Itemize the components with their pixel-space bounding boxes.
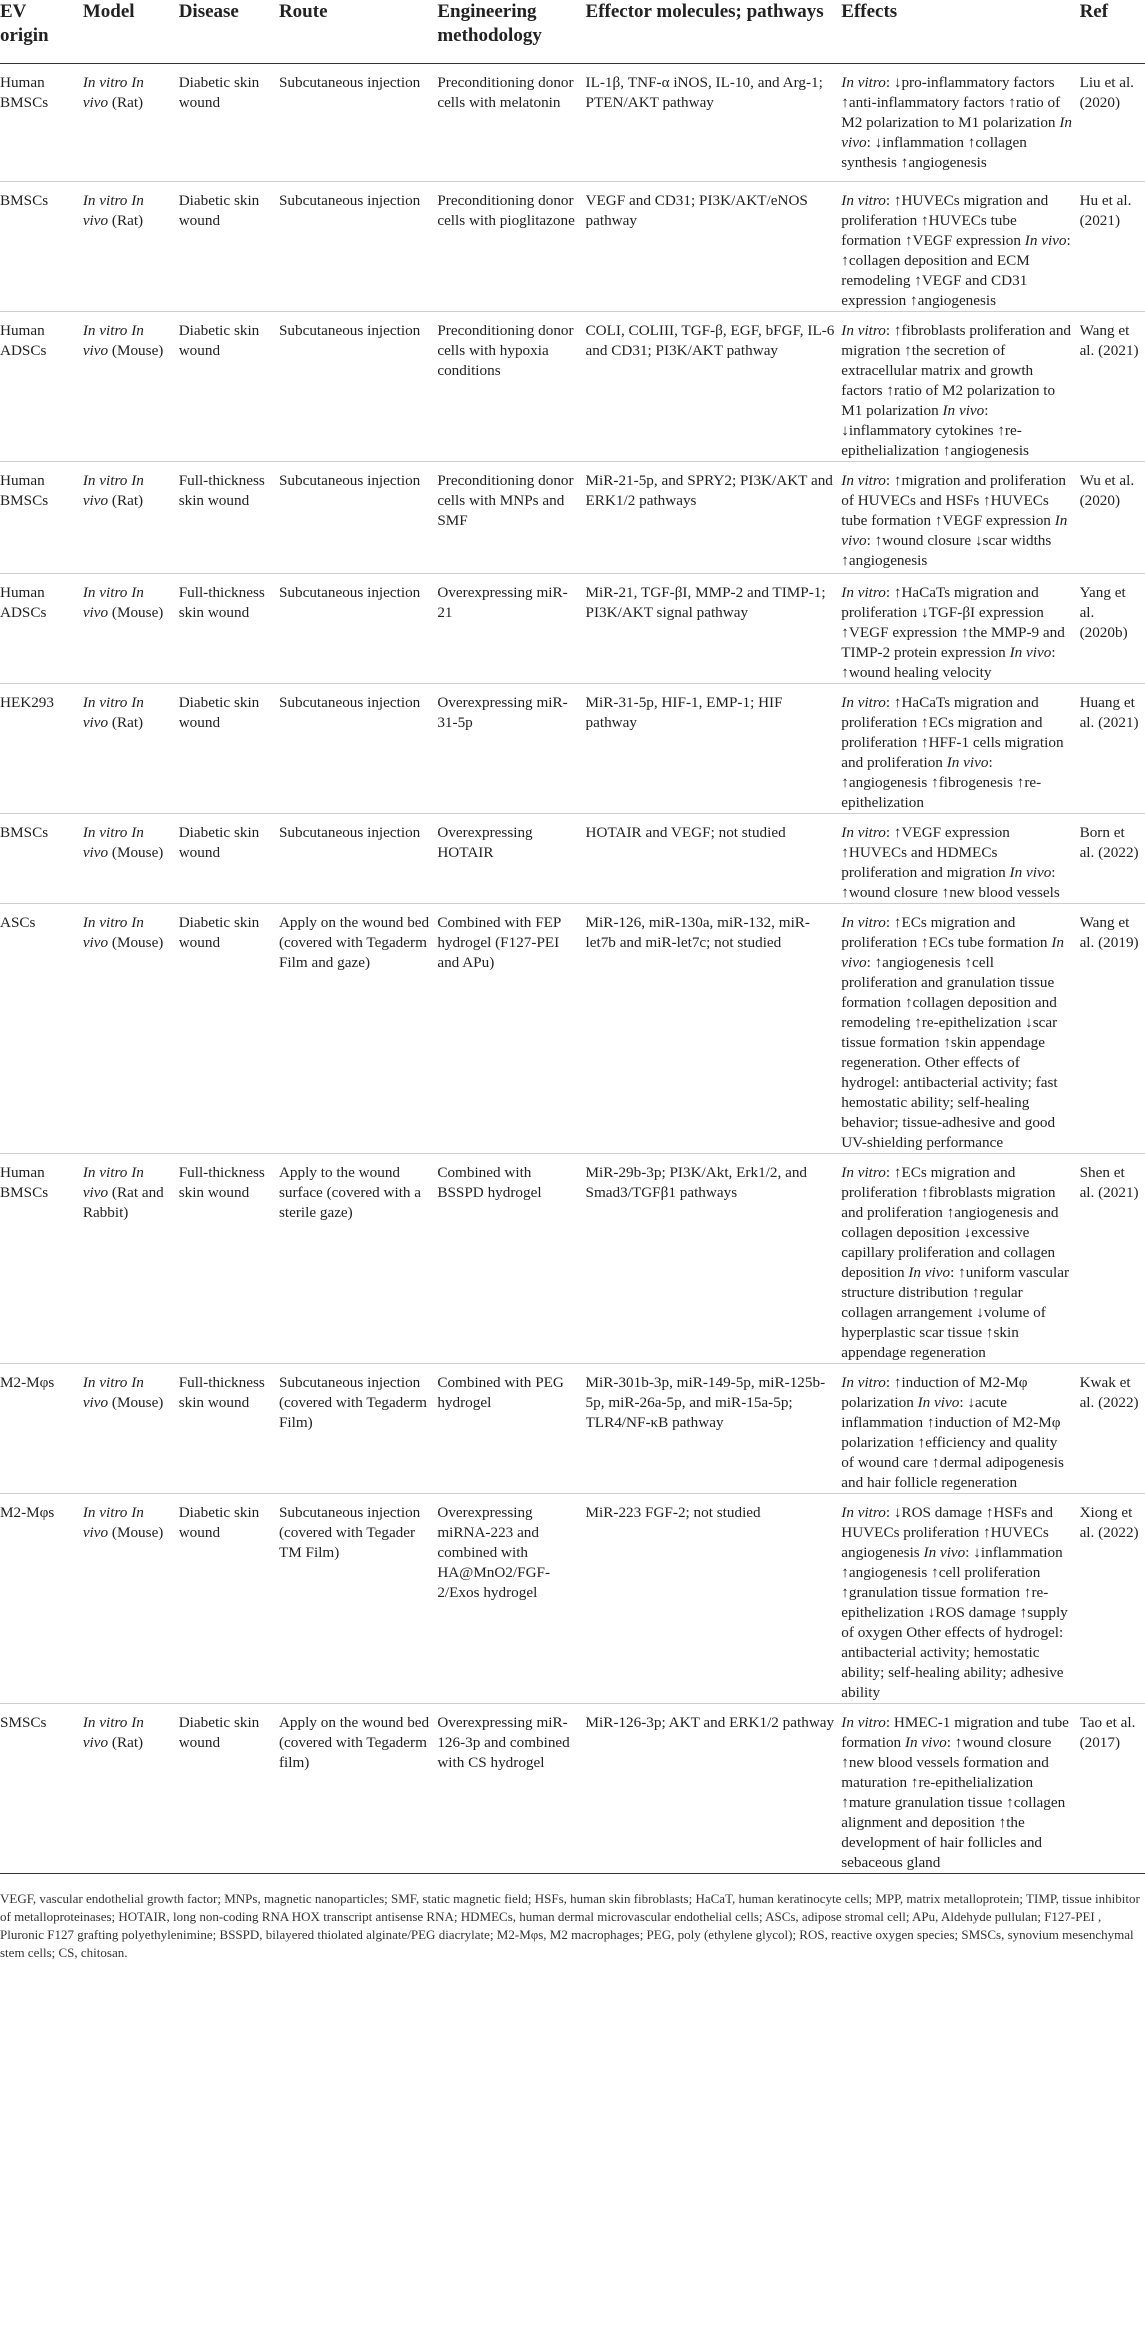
cell-model-segment: In vitro: [82, 322, 128, 339]
cell-effects-segment: : ↑ECs migration and proliferation ↑ECs tube formation: [841, 914, 1052, 951]
cell-model-segment: In vitro: [82, 74, 128, 91]
cell-disease: Full-thickness skin wound: [179, 1364, 279, 1494]
cell-effects-segment: In vitro: [841, 1714, 886, 1731]
cell-ref: Liu et al. (2020): [1080, 64, 1145, 182]
cell-effects: [841, 462, 1079, 574]
table-row: [0, 904, 1145, 1154]
cell-model-segment: In vitro: [82, 1714, 128, 1731]
cell-model-segment: (Rat): [108, 714, 144, 731]
cell-effects-segment: : ↓pro-inflammatory factors ↑anti-inflammatory factors ↑ratio of M2 polarization to M1 polarization: [841, 74, 1061, 131]
cell-engineering-methodology: Preconditioning donor cells with hypoxia conditions: [437, 312, 585, 462]
cell-effector-molecules: COLI, COLIII, TGF-β, EGF, bFGF, IL-6 and CD31; PI3K/AKT pathway: [586, 312, 842, 462]
cell-effector-molecules: MiR-21, TGF-βI, MMP-2 and TIMP-1; PI3K/AKT signal pathway: [586, 574, 842, 684]
cell-effector-molecules: MiR-31-5p, HIF-1, EMP-1; HIF pathway: [586, 684, 842, 814]
cell-route: Apply to the wound surface (covered with a sterile gaze): [279, 1154, 437, 1364]
cell-effects-segment: In vivo: [1009, 864, 1052, 881]
cell-engineering-methodology: Overexpressing miR-126-3p and combined with CS hydrogel: [437, 1704, 585, 1874]
cell-ev-origin: BMSCs: [0, 814, 83, 904]
cell-effector-molecules: MiR-21-5p, and SPRY2; PI3K/AKT and ERK1/2 pathways: [586, 462, 842, 574]
table-row: [0, 64, 1145, 182]
cell-model-segment: In vivo: [82, 1374, 144, 1411]
cell-effects-segment: : ↓inflammation ↑angiogenesis ↑cell proliferation ↑granulation tissue formation ↑re-epithelization ↓ROS damage ↑supply of oxygen Other effects of hydrogel: antibacterial activity; hemostatic ability; self-healing ability; adhesive ability: [841, 1544, 1068, 1701]
cell-model-segment: In vitro: [82, 824, 128, 841]
cell-model-segment: (Mouse): [108, 1524, 164, 1541]
cell-effector-molecules: MiR-126, miR-130a, miR-132, miR-let7b and miR-let7c; not studied: [586, 904, 842, 1154]
cell-effects-segment: : ↑migration and proliferation of HUVECs and HSFs ↑HUVECs tube formation ↑VEGF expression: [841, 472, 1066, 529]
cell-ev-origin: M2-Mφs: [0, 1364, 83, 1494]
table-row: [0, 312, 1145, 462]
cell-model-segment: In vitro: [82, 192, 128, 209]
cell-engineering-methodology: Overexpressing miRNA-223 and combined with HA@MnO2/FGF-2/Exos hydrogel: [437, 1494, 585, 1704]
cell-model-segment: In vivo: [82, 694, 144, 731]
cell-engineering-methodology: Combined with PEG hydrogel: [437, 1364, 585, 1494]
cell-route: Subcutaneous injection: [279, 182, 437, 312]
col-header-effects: Effects: [841, 0, 1079, 64]
cell-effects-segment: : ↑ECs migration and proliferation ↑fibroblasts migration and proliferation ↑angiogenesis and collagen deposition ↓excessive capillary proliferation and collagen deposition: [841, 1164, 1059, 1281]
cell-effects-segment: : ↑fibroblasts proliferation and migration ↑the secretion of extracellular matrix and growth factors ↑ratio of M2 polarization to M1 polarization: [841, 322, 1072, 419]
cell-model-segment: (Rat): [108, 492, 144, 509]
cell-model-segment: In vivo: [82, 1504, 144, 1541]
footnote: VEGF, vascular endothelial growth factor; MNPs, magnetic nanoparticles; SMF, static magnetic field; HSFs, human skin fibroblasts; HaCaT, human keratinocyte cells; MPP, matrix metalloprotein; TIMP, tissue inhibitor of metalloproteinases; HOTAIR, long non-coding RNA HOX transcript antisense RNA; HDMECs, human dermal microvascular endothelial cells; ASCs, adipose stromal cell; APu, Aldehyde pullulan; F127-PEI , Pluronic F127 grafting polyethylenimine; BSSPD, bilayered thiolated alginate/PEG diacrylate; M2-Mφs, M2 macrophages; PEG, poly (ethylene glycol); ROS, reactive oxygen species; SMSCs, synovium mesenchymal stem cells; CS, chitosan.: [0, 1891, 1140, 1960]
col-header-ev-origin: EV origin: [0, 0, 83, 64]
cell-route: Subcutaneous injection (covered with Tegaderm Film): [279, 1364, 437, 1494]
cell-ref: Born et al. (2022): [1080, 814, 1145, 904]
cell-effects-segment: : ↑induction of M2-Mφ polarization: [841, 1374, 1028, 1411]
cell-model-segment: In vitro: [82, 1504, 128, 1521]
cell-ref: Wang et al. (2021): [1080, 312, 1145, 462]
cell-route: Apply on the wound bed (covered with Tegaderm film): [279, 1704, 437, 1874]
cell-model: [83, 684, 179, 814]
cell-model: [83, 574, 179, 684]
cell-disease: Diabetic skin wound: [179, 814, 279, 904]
table-row: [0, 1364, 1145, 1494]
cell-effects-segment: In vivo: [946, 754, 989, 771]
cell-engineering-methodology: Overexpressing HOTAIR: [437, 814, 585, 904]
cell-model-segment: (Mouse): [108, 604, 164, 621]
cell-engineering-methodology: Overexpressing miR-21: [437, 574, 585, 684]
cell-ev-origin: Human ADSCs: [0, 574, 83, 684]
cell-disease: Diabetic skin wound: [179, 312, 279, 462]
cell-effector-molecules: MiR-223 FGF-2; not studied: [586, 1494, 842, 1704]
cell-route: Subcutaneous injection: [279, 64, 437, 182]
cell-disease: Diabetic skin wound: [179, 904, 279, 1154]
cell-effects-segment: In vitro: [841, 74, 886, 91]
cell-effects-segment: In vivo: [1009, 644, 1052, 661]
cell-effects: [841, 64, 1079, 182]
cell-effector-molecules: MiR-29b-3p; PI3K/Akt, Erk1/2, and Smad3/TGFβ1 pathways: [586, 1154, 842, 1364]
cell-effects-segment: : ↓inflammatory cytokines ↑re-epithelialization ↑angiogenesis: [841, 402, 1029, 459]
cell-effector-molecules: MiR-301b-3p, miR-149-5p, miR-125b-5p, miR-26a-5p, and miR-15a-5p; TLR4/NF-κB pathway: [586, 1364, 842, 1494]
table-row: [0, 814, 1145, 904]
cell-effects-segment: In vitro: [841, 824, 886, 841]
cell-effector-molecules: IL-1β, TNF-α iNOS, IL-10, and Arg-1; PTEN/AKT pathway: [586, 64, 842, 182]
cell-engineering-methodology: Preconditioning donor cells with melatonin: [437, 64, 585, 182]
cell-engineering-methodology: Preconditioning donor cells with MNPs and SMF: [437, 462, 585, 574]
cell-model: [83, 814, 179, 904]
cell-effects-segment: In vitro: [841, 322, 886, 339]
cell-disease: Diabetic skin wound: [179, 684, 279, 814]
cell-effects-segment: : ↑wound healing velocity: [841, 644, 1056, 681]
cell-model: [83, 182, 179, 312]
cell-effects-segment: In vivo: [917, 1394, 960, 1411]
cell-effector-molecules: MiR-126-3p; AKT and ERK1/2 pathway: [586, 1704, 842, 1874]
cell-effects-segment: In vivo: [1024, 232, 1067, 249]
col-header-engineering-methodology: Engineering methodology: [437, 0, 585, 64]
cell-effects-segment: In vivo: [841, 934, 1064, 971]
cell-effects-segment: In vitro: [841, 1504, 886, 1521]
cell-ev-origin: M2-Mφs: [0, 1494, 83, 1704]
cell-effects-segment: In vivo: [923, 1544, 966, 1561]
cell-ev-origin: Human ADSCs: [0, 312, 83, 462]
cell-model: [83, 1494, 179, 1704]
cell-effects-segment: In vitro: [841, 1374, 886, 1391]
cell-model-segment: In vivo: [82, 472, 144, 509]
cell-ev-origin: ASCs: [0, 904, 83, 1154]
cell-ref: Huang et al. (2021): [1080, 684, 1145, 814]
cell-effects: [841, 1154, 1079, 1364]
cell-route: Subcutaneous injection: [279, 462, 437, 574]
cell-model-segment: In vitro: [82, 472, 128, 489]
table-row: [0, 1494, 1145, 1704]
cell-effects: [841, 684, 1079, 814]
col-header-effector-molecules: Effector molecules; pathways: [586, 0, 842, 64]
cell-ev-origin: Human BMSCs: [0, 64, 83, 182]
cell-ev-origin: Human BMSCs: [0, 462, 83, 574]
cell-disease: Diabetic skin wound: [179, 64, 279, 182]
cell-model-segment: In vivo: [82, 192, 144, 229]
cell-model-segment: In vivo: [82, 1164, 144, 1201]
cell-route: Subcutaneous injection (covered with Tegader TM Film): [279, 1494, 437, 1704]
cell-ev-origin: BMSCs: [0, 182, 83, 312]
cell-effects-segment: : ↑collagen deposition and ECM remodeling ↑VEGF and CD31 expression ↑angiogenesis: [841, 232, 1071, 309]
cell-model: [83, 904, 179, 1154]
table-row: [0, 684, 1145, 814]
cell-effects: [841, 182, 1079, 312]
cell-effects-segment: In vitro: [841, 694, 886, 711]
cell-engineering-methodology: Preconditioning donor cells with pioglitazone: [437, 182, 585, 312]
cell-model-segment: In vivo: [82, 74, 144, 111]
cell-model: [83, 64, 179, 182]
cell-model: [83, 1704, 179, 1874]
cell-effects-segment: In vitro: [841, 472, 886, 489]
cell-engineering-methodology: Combined with BSSPD hydrogel: [437, 1154, 585, 1364]
cell-ref: Xiong et al. (2022): [1080, 1494, 1145, 1704]
cell-ev-origin: HEK293: [0, 684, 83, 814]
cell-model-segment: (Mouse): [108, 844, 164, 861]
table-row: [0, 462, 1145, 574]
cell-effects-segment: : ↑angiogenesis ↑fibrogenesis ↑re-epithelization: [841, 754, 1042, 811]
cell-model-segment: In vivo: [82, 1714, 144, 1751]
cell-disease: Diabetic skin wound: [179, 1704, 279, 1874]
cell-ref: Shen et al. (2021): [1080, 1154, 1145, 1364]
cell-model: [83, 312, 179, 462]
cell-effects-segment: : ↑wound closure ↑new blood vessels: [841, 864, 1060, 901]
table-row: [0, 1154, 1145, 1364]
cell-ref: Hu et al. (2021): [1080, 182, 1145, 312]
cell-effects-segment: : ↑VEGF expression ↑HUVECs and HDMECs proliferation and migration: [841, 824, 1010, 881]
cell-route: Subcutaneous injection: [279, 684, 437, 814]
cell-model-segment: In vivo: [82, 824, 144, 861]
cell-effects: [841, 904, 1079, 1154]
cell-engineering-methodology: Overexpressing miR-31-5p: [437, 684, 585, 814]
cell-ref: Wu et al. (2020): [1080, 462, 1145, 574]
cell-effects-segment: : ↑wound closure ↓scar widths ↑angiogenesis: [841, 532, 1052, 569]
cell-ev-origin: Human BMSCs: [0, 1154, 83, 1364]
cell-effects-segment: : ↓acute inflammation ↑induction of M2-Mφ polarization ↑efficiency and quality of wound care ↑dermal adipogenesis and hair follicle regeneration: [841, 1394, 1064, 1491]
cell-model-segment: In vitro: [82, 584, 128, 601]
cell-route: Subcutaneous injection: [279, 814, 437, 904]
cell-model: [83, 1364, 179, 1494]
cell-route: Apply on the wound bed (covered with Tegaderm Film and gaze): [279, 904, 437, 1154]
cell-effects-segment: In vitro: [841, 1164, 886, 1181]
cell-effects-segment: In vivo: [942, 402, 985, 419]
cell-effects: [841, 1364, 1079, 1494]
cell-effects-segment: : ↓ROS damage ↑HSFs and HUVECs proliferation ↑HUVECs angiogenesis: [841, 1504, 1053, 1561]
cell-model: [83, 462, 179, 574]
table-row: [0, 1704, 1145, 1874]
cell-model-segment: In vitro: [82, 694, 128, 711]
cell-model: [83, 1154, 179, 1364]
cell-ref: Kwak et al. (2022): [1080, 1364, 1145, 1494]
cell-ref: Tao et al. (2017): [1080, 1704, 1145, 1874]
cell-effects-segment: : ↓inflammation ↑collagen synthesis ↑angiogenesis: [841, 134, 1027, 171]
table-row: [0, 574, 1145, 684]
col-header-ref: Ref: [1080, 0, 1145, 64]
cell-effects-segment: In vivo: [908, 1264, 951, 1281]
cell-model-segment: In vivo: [82, 914, 144, 951]
cell-route: Subcutaneous injection: [279, 312, 437, 462]
cell-effects-segment: : ↑uniform vascular structure distribution ↑regular collagen arrangement ↓volume of hyperplastic scar tissue ↑skin appendage regeneration: [841, 1264, 1070, 1361]
cell-disease: Full-thickness skin wound: [179, 462, 279, 574]
cell-effects-segment: : ↑angiogenesis ↑cell proliferation and granulation tissue formation ↑collagen deposition and remodeling ↑re-epithelization ↓scar tissue formation ↑skin appendage regeneration. Other effects of hydrogel: antibacterial activity; fast hemostatic ability; self-healing behavior; tissue-adhesive and good UV-shielding performance: [841, 954, 1058, 1151]
cell-effects-segment: : ↑HaCaTs migration and proliferation ↑ECs migration and proliferation ↑HFF-1 cells migration and proliferation: [841, 694, 1064, 771]
col-header-model: Model: [83, 0, 179, 64]
col-header-disease: Disease: [179, 0, 279, 64]
table-body: [0, 64, 1145, 1874]
cell-effects-segment: In vitro: [841, 192, 886, 209]
cell-disease: Full-thickness skin wound: [179, 1154, 279, 1364]
cell-engineering-methodology: Combined with FEP hydrogel (F127-PEI and APu): [437, 904, 585, 1154]
cell-effects: [841, 574, 1079, 684]
cell-effects-segment: : ↑HaCaTs migration and proliferation ↓TGF-βI expression ↑VEGF expression ↑the MMP-9 and TIMP-2 protein expression: [841, 584, 1065, 661]
cell-effects: [841, 814, 1079, 904]
cell-disease: Full-thickness skin wound: [179, 574, 279, 684]
cell-model-segment: In vivo: [82, 322, 144, 359]
cell-model-segment: (Rat): [108, 94, 144, 111]
cell-model-segment: (Rat): [108, 1734, 144, 1751]
cell-model-segment: In vitro: [82, 1374, 128, 1391]
cell-model-segment: In vivo: [82, 584, 144, 621]
cell-model-segment: (Mouse): [108, 934, 164, 951]
cell-effects-segment: In vivo: [904, 1734, 947, 1751]
cell-effects-segment: : ↑wound closure ↑new blood vessels formation and maturation ↑re-epithelialization ↑mature granulation tissue ↑collagen alignment and deposition ↑the development of hair follicles and sebaceous gland: [841, 1734, 1066, 1871]
cell-disease: Diabetic skin wound: [179, 1494, 279, 1704]
cell-route: Subcutaneous injection: [279, 574, 437, 684]
cell-effects-segment: : ↑HUVECs migration and proliferation ↑HUVECs tube formation ↑VEGF expression: [841, 192, 1049, 249]
cell-disease: Diabetic skin wound: [179, 182, 279, 312]
cell-effector-molecules: HOTAIR and VEGF; not studied: [586, 814, 842, 904]
cell-model-segment: In vitro: [82, 1164, 128, 1181]
cell-model-segment: (Rat and Rabbit): [82, 1184, 164, 1221]
cell-model-segment: (Rat): [108, 212, 144, 229]
cell-model-segment: (Mouse): [108, 342, 164, 359]
cell-ref: Yang et al. (2020b): [1080, 574, 1145, 684]
cell-model-segment: (Mouse): [108, 1394, 164, 1411]
cell-effects-segment: In vivo: [841, 114, 1072, 151]
table-row: [0, 182, 1145, 312]
cell-effector-molecules: VEGF and CD31; PI3K/AKT/eNOS pathway: [586, 182, 842, 312]
cell-effects: [841, 1704, 1079, 1874]
cell-effects-segment: In vitro: [841, 914, 886, 931]
header-row: [0, 0, 1145, 64]
cell-model-segment: In vitro: [82, 914, 128, 931]
cell-effects: [841, 312, 1079, 462]
cell-effects-segment: In vitro: [841, 584, 886, 601]
cell-ev-origin: SMSCs: [0, 1704, 83, 1874]
cell-effects-segment: : HMEC-1 migration and tube formation: [841, 1714, 1069, 1751]
cell-effects: [841, 1494, 1079, 1704]
col-header-route: Route: [279, 0, 437, 64]
cell-effects-segment: In vivo: [841, 512, 1068, 549]
cell-ref: Wang et al. (2019): [1080, 904, 1145, 1154]
